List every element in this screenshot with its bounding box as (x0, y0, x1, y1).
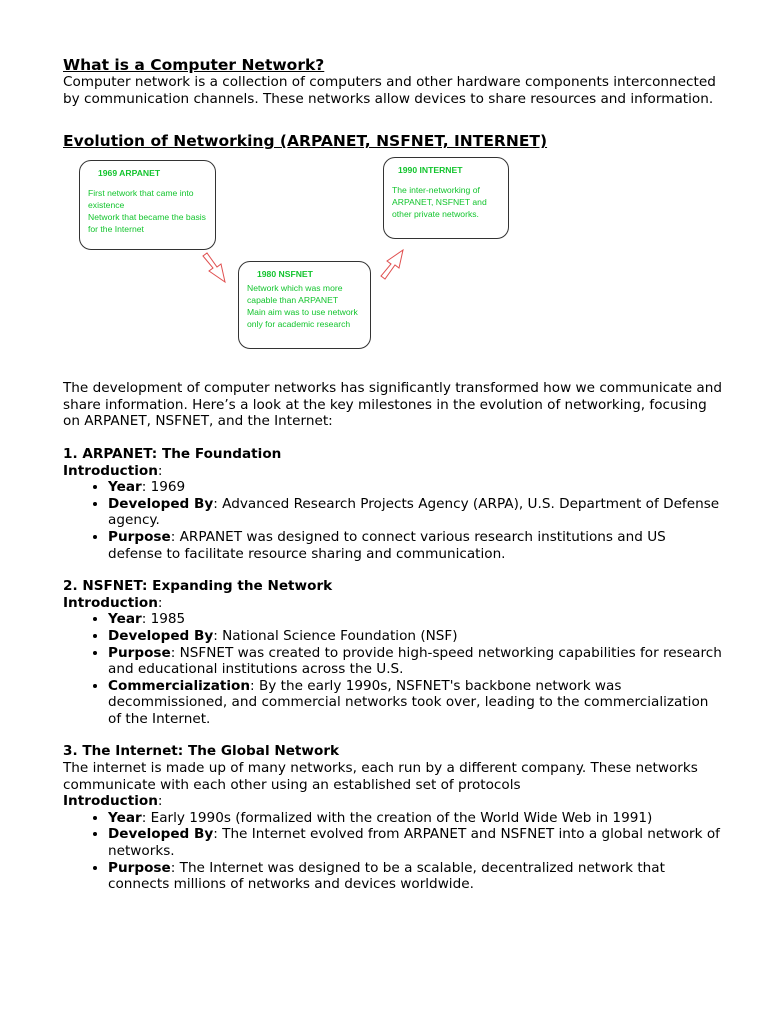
list-item: • Year: 1985 (108, 611, 723, 628)
section-nsfnet (63, 578, 723, 727)
definition-paragraph: Computer network is a collection of computers and other hardware components interconnected by communication channels. These networks allow devices to share resources and information. (63, 74, 716, 107)
list-item: • Year: Early 1990s (formalized with the creation of the World Wide Web in 1991) (108, 810, 723, 827)
section-intro-label: Introduction: (63, 793, 163, 810)
nsfnet-box-text: Network which was more capable than ARPANET Main aim was to use network only for academic research (247, 283, 358, 330)
arpanet-box-text: First network that came into existence Network that became the basis for the Internet (88, 188, 206, 235)
section-intro-label: Introduction: (63, 462, 163, 479)
document-page (63, 56, 723, 893)
section-heading: 1. ARPANET: The Foundation (63, 445, 282, 462)
intro-paragraph: The development of computer networks has significantly transformed how we communicate and share information. Here’s a look at the key milestones in the evolution of networking, focusing on ARPANET, NSFNET, and the Internet: (63, 380, 722, 430)
section-heading: 3. The Internet: The Global Network (63, 743, 340, 760)
section-list (63, 611, 723, 727)
arrow-nsfnet-to-internet (377, 246, 407, 280)
nsfnet-box (238, 261, 371, 349)
internet-box-text: The inter-networking of ARPANET, NSFNET and other private networks. (392, 185, 487, 220)
list-item: • Developed By: The Internet evolved from ARPANET and NSFNET into a global network of networks. (108, 826, 723, 859)
section-description: The internet is made up of many networks, each run by a different company. These networks communicate with each other using an established set of protocols (63, 760, 698, 793)
section-arpanet (63, 446, 723, 562)
section-list (63, 810, 723, 893)
arpanet-box-title: 1969 ARPANET (98, 168, 161, 179)
section-heading: 2. NSFNET: Expanding the Network (63, 578, 333, 595)
page-title: What is a Computer Network? (63, 56, 325, 74)
list-item: • Purpose: ARPANET was designed to connect various research institutions and US defense to facilitate resource sharing and communication. (108, 529, 723, 562)
evolution-heading: Evolution of Networking (ARPANET, NSFNET, INTERNET) (63, 132, 548, 151)
section-internet (63, 743, 723, 892)
list-item: • Purpose: The Internet was designed to be a scalable, decentralized network that connects millions of networks and devices worldwide. (108, 860, 723, 893)
arpanet-box (79, 160, 216, 250)
list-item: • Year: 1969 (108, 479, 723, 496)
list-item: • Purpose: NSFNET was created to provide high-speed networking capabilities for research and educational institutions across the U.S. (108, 645, 723, 678)
list-item: • Commercialization: By the early 1990s, NSFNET's backbone network was decommissioned, and commercial networks took over, leading to the commercialization of the Internet. (108, 678, 723, 728)
evolution-diagram (63, 160, 723, 392)
section-list (63, 479, 723, 562)
internet-box (383, 157, 509, 239)
nsfnet-box-title: 1980 NSFNET (257, 269, 313, 280)
list-item: • Developed By: Advanced Research Projects Agency (ARPA), U.S. Department of Defense agency. (108, 496, 723, 529)
section-intro-label: Introduction: (63, 594, 163, 611)
arrow-arpanet-to-nsfnet (199, 252, 229, 286)
list-item: • Developed By: National Science Foundation (NSF) (108, 628, 723, 645)
internet-box-title: 1990 INTERNET (398, 165, 463, 176)
